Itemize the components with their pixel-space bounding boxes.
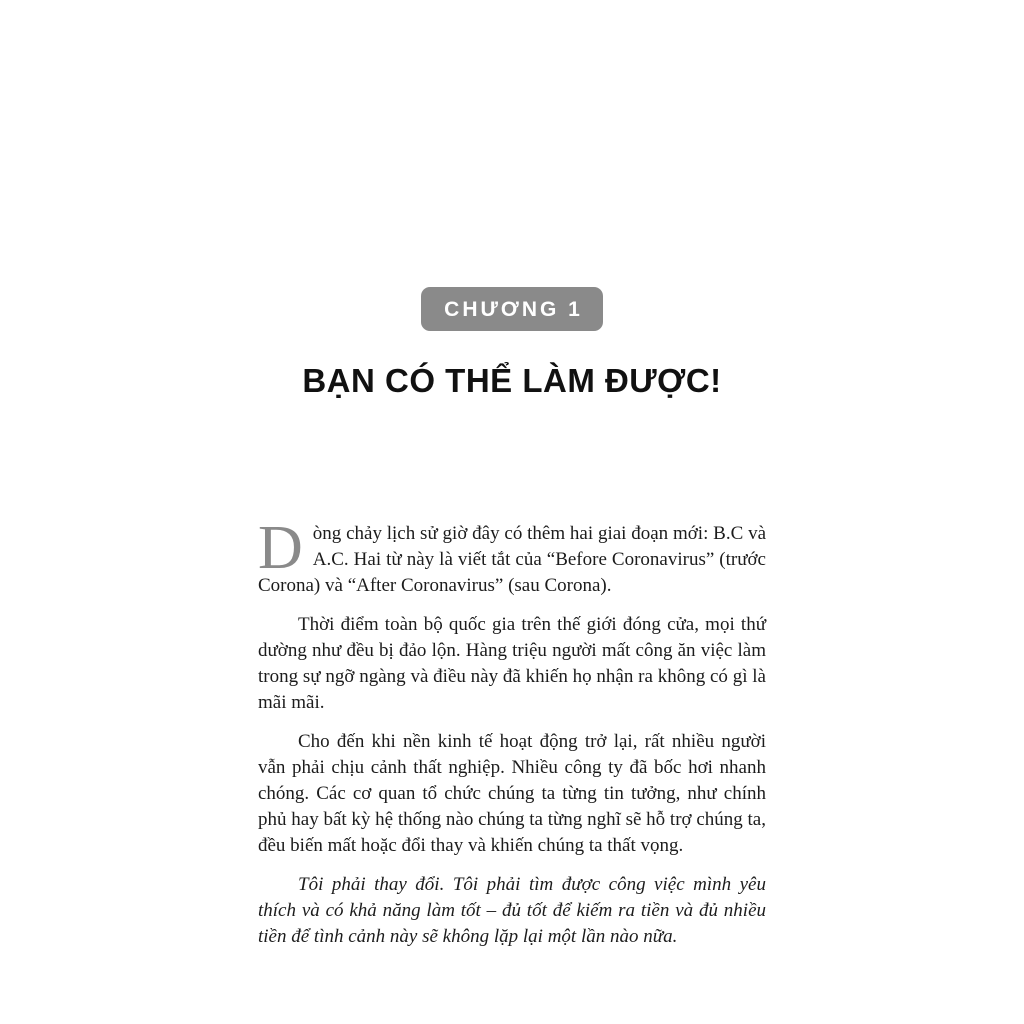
paragraph-2: Thời điểm toàn bộ quốc gia trên thế giới đóng cửa, mọi thứ dường như đều bị đảo lộn. Hàng triệu người mất công ăn việc làm trong sự ngỡ ngàng và điều này đã khiến họ nhận ra không có gì là mãi mãi. [258, 614, 766, 713]
body-text [258, 514, 766, 963]
chapter-title: BẠN CÓ THỂ LÀM ĐƯỢC! [302, 362, 722, 399]
paragraph-4: Tôi phải thay đổi. Tôi phải tìm được công việc mình yêu thích và có khả năng làm tốt – đủ tốt để kiếm ra tiền và đủ nhiều tiền để tình cảnh này sẽ không lặp lại một lần nào nữa. [258, 874, 766, 947]
content-column [258, 0, 766, 1024]
chapter-badge: CHƯƠNG 1 [421, 287, 603, 331]
paragraph-1 [258, 514, 766, 599]
chapter-badge-row [258, 287, 766, 331]
paragraph-3: Cho đến khi nền kinh tế hoạt động trở lại, rất nhiều người vẫn phải chịu cảnh thất nghiệp. Nhiều công ty đã bốc hơi nhanh chóng. Các cơ quan tổ chức chúng ta từng tin tưởng, như chính phủ hay bất kỳ hệ thống nào chúng ta từng nghĩ sẽ hỗ trợ chúng ta, đều biến mất hoặc đổi thay và khiến chúng ta thất vọng. [258, 731, 766, 856]
paragraph-1-text: òng chảy lịch sử giờ đây có thêm hai giai đoạn mới: B.C và A.C. Hai từ này là viết tắt của “Before Coronavirus” (trước Corona) và “After Coronavirus” (sau Corona). [258, 523, 766, 596]
dropcap-letter: D [258, 514, 303, 582]
